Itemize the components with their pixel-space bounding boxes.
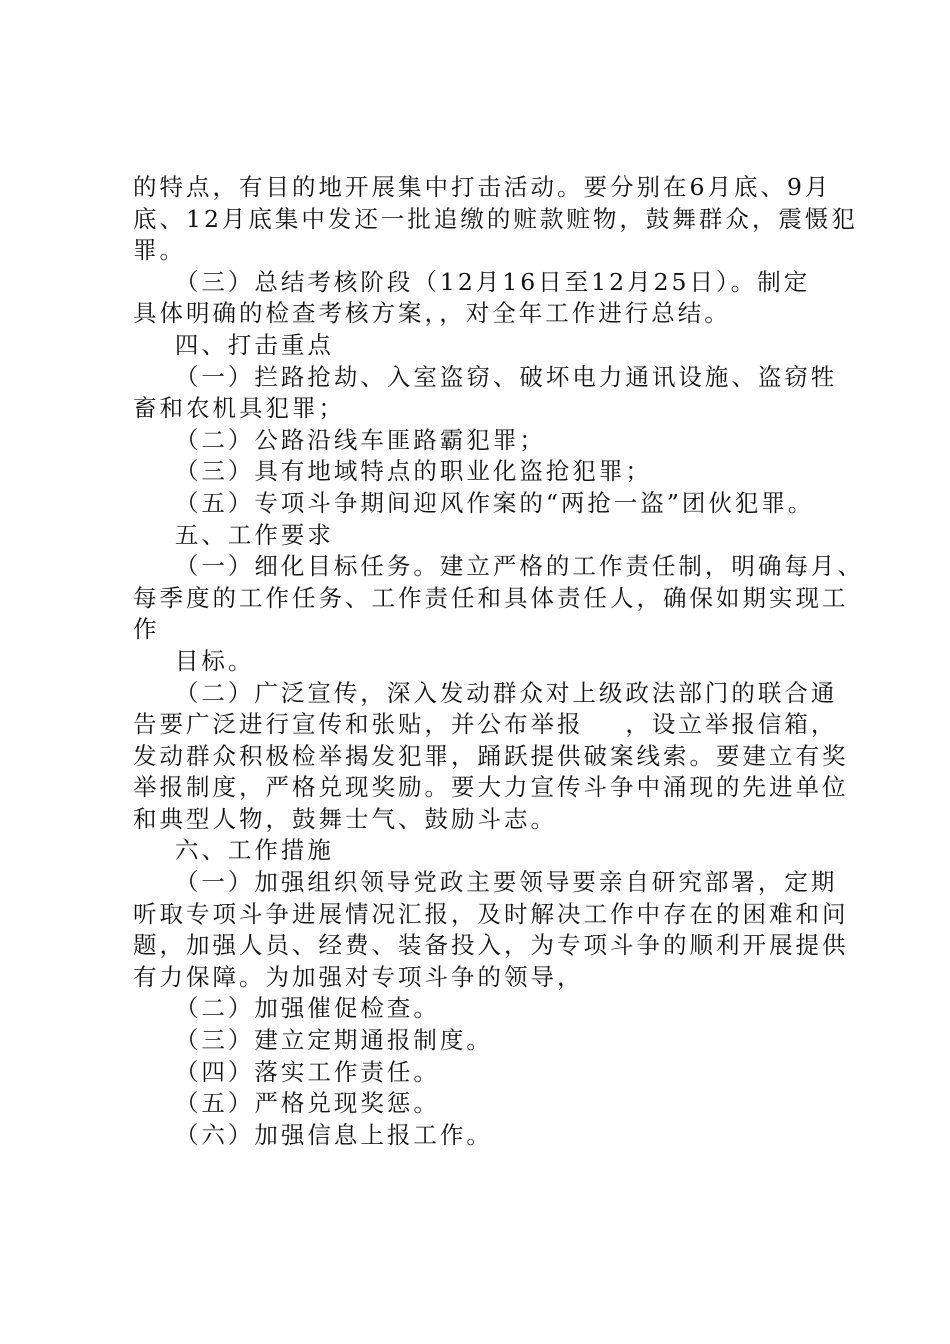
- text-line: （一）拦路抢劫、入室盗窃、破坏电力通讯设施、盗窃牲: [133, 362, 838, 391]
- text-line: （四）落实工作责任。: [133, 1057, 440, 1086]
- text-line: 畜和农机具犯罪；: [133, 394, 345, 423]
- text-line: （二）加强催促检查。: [133, 994, 440, 1023]
- document-body: [133, 172, 864, 1151]
- text-line: 罪。: [133, 236, 186, 265]
- text-line: 底、12月底集中发还一批追缴的赃款赃物，鼓舞群众，震慑犯: [133, 204, 858, 233]
- text-line: 题，加强人员、经费、装备投入，为专项斗争的顺利开展提供: [133, 931, 849, 960]
- text-line: （五）严格兑现奖惩。: [133, 1089, 440, 1118]
- section-heading: 五、工作要求: [133, 520, 334, 549]
- text-line: 的特点，有目的地开展集中打击活动。要分别在6月底、9月: [133, 173, 832, 201]
- text-line: 作: [133, 615, 160, 644]
- text-line: 和典型人物，鼓舞士气、鼓励斗志。: [133, 804, 557, 833]
- text-line: 有力保障。为加强对专项斗争的领导，: [133, 962, 584, 991]
- text-line: 目标。: [133, 646, 255, 675]
- text-line: （三）总结考核阶段（12月16日至12月25日）。制定: [133, 267, 811, 296]
- text-line: （二）公路沿线车匪路霸犯罪；: [133, 425, 546, 454]
- text-line: （一）加强组织领导党政主要领导要亲自研究部署，定期: [133, 868, 838, 897]
- text-line: 举报制度，严格兑现奖励。要大力宣传斗争中涌现的先进单位: [133, 773, 849, 802]
- text-line: （二）广泛宣传，深入发动群众对上级政法部门的联合通: [133, 678, 838, 707]
- text-line: 听取专项斗争进展情况汇报，及时解决工作中存在的困难和问: [133, 899, 849, 928]
- text-line: （五）专项斗争期间迎风作案的“两抢一盗”团伙犯罪。: [133, 488, 815, 517]
- text-line: （六）加强信息上报工作。: [133, 1120, 493, 1149]
- section-heading: 四、打击重点: [133, 330, 334, 359]
- text-line: 发动群众积极检举揭发犯罪，踊跃提供破案线索。要建立有奖: [133, 741, 849, 770]
- text-line: 告要广泛进行宣传和张贴，并公布举报 ，设立举报信箱，: [133, 710, 838, 739]
- text-line: 具体明确的检查考核方案，，对全年工作进行总结。: [133, 299, 731, 328]
- text-line: （一）细化目标任务。建立严格的工作责任制，明确每月、: [133, 552, 864, 581]
- text-line: （三）建立定期通报制度。: [133, 1026, 493, 1055]
- text-line: （三）具有地域特点的职业化盗抢犯罪；: [133, 457, 652, 486]
- section-heading: 六、工作措施: [133, 836, 334, 865]
- text-line: 每季度的工作任务、工作责任和具体责任人，确保如期实现工: [133, 583, 849, 612]
